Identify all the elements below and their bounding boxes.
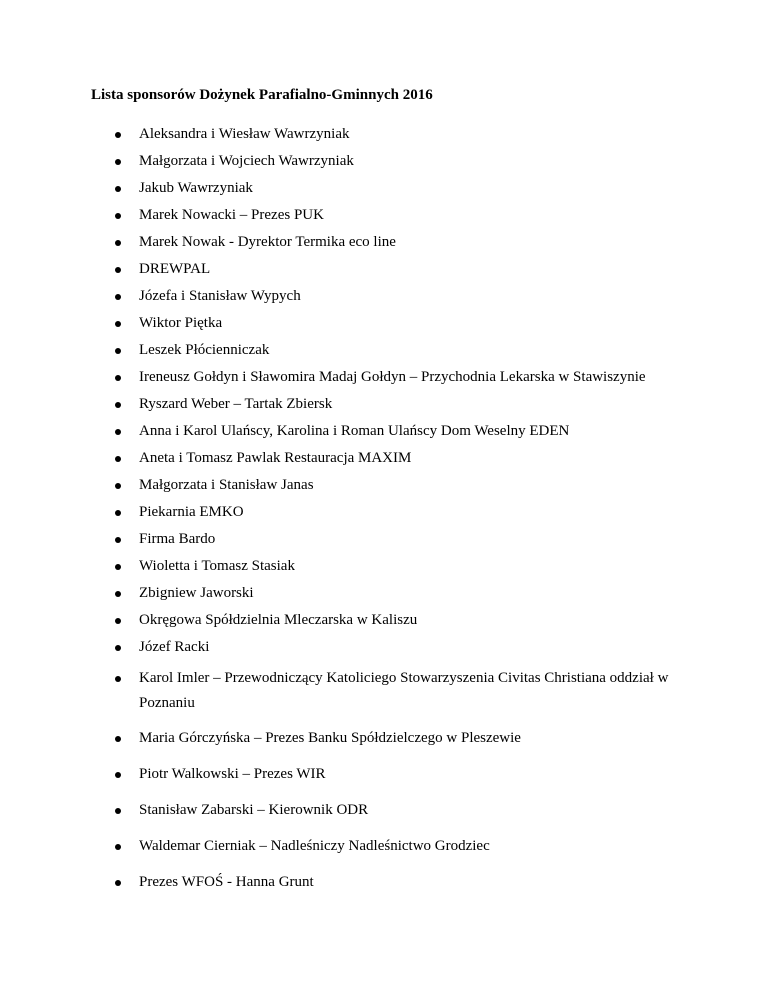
- list-item-text: Anna i Karol Ulańscy, Karolina i Roman Ulańscy Dom Weselny EDEN: [139, 423, 570, 439]
- list-item-text: Stanisław Zabarski – Kierownik ODR: [139, 802, 369, 818]
- bullet-icon: [115, 186, 121, 192]
- list-item-text: Małgorzata i Wojciech Wawrzyniak: [139, 153, 354, 169]
- list-item-text: Prezes WFOŚ - Hanna Grunt: [139, 874, 314, 890]
- list-item-text: Jakub Wawrzyniak: [139, 180, 253, 196]
- list-item-text: DREWPAL: [139, 261, 211, 277]
- bullet-icon: [115, 772, 121, 778]
- bullet-icon: [115, 591, 121, 597]
- list-item-text: Wiktor Piętka: [139, 315, 223, 331]
- list-item-text: Piekarnia EMKO: [139, 504, 244, 520]
- bullet-icon: [115, 213, 121, 219]
- bullet-icon: [115, 321, 121, 327]
- bullet-icon: [115, 294, 121, 300]
- bullet-icon: [115, 880, 121, 886]
- list-item-text: Aleksandra i Wiesław Wawrzyniak: [139, 126, 350, 142]
- list-item-text: Małgorzata i Stanisław Janas: [139, 477, 314, 493]
- bullet-icon: [115, 240, 121, 246]
- bullet-icon: [115, 618, 121, 624]
- bullet-icon: [115, 429, 121, 435]
- list-item-text: Karol Imler – Przewodniczący Katoliciego Stowarzyszenia Civitas Christiana oddział w Poznaniu: [139, 670, 669, 711]
- list-item-text: Józefa i Stanisław Wypych: [139, 288, 301, 304]
- bullet-icon: [115, 483, 121, 489]
- list-item-text: Piotr Walkowski – Prezes WIR: [139, 766, 326, 782]
- list-item-text: Firma Bardo: [139, 531, 216, 547]
- list-item-text: Zbigniew Jaworski: [139, 585, 254, 601]
- bullet-icon: [115, 564, 121, 570]
- bullet-icon: [115, 844, 121, 850]
- bullet-icon: [115, 159, 121, 165]
- list-item-text: Leszek Płócienniczak: [139, 342, 270, 358]
- bullet-icon: [115, 348, 121, 354]
- list-item-text: Ireneusz Gołdyn i Sławomira Madaj Gołdyn – Przychodnia Lekarska w Stawiszynie: [139, 369, 646, 385]
- list-item-text: Waldemar Cierniak – Nadleśniczy Nadleśnictwo Grodziec: [139, 838, 490, 854]
- bullet-icon: [115, 402, 121, 408]
- list-item-text: Marek Nowak - Dyrektor Termika eco line: [139, 234, 396, 250]
- bullet-icon: [115, 132, 121, 138]
- list-item-text: Aneta i Tomasz Pawlak Restauracja MAXIM: [139, 450, 412, 466]
- list-item-text: Okręgowa Spółdzielnia Mleczarska w Kaliszu: [139, 612, 418, 628]
- list-item-text: Józef Racki: [139, 639, 210, 655]
- bullet-icon: [115, 537, 121, 543]
- list-item-text: Marek Nowacki – Prezes PUK: [139, 207, 324, 223]
- list-item-text: Maria Górczyńska – Prezes Banku Spółdzielczego w Pleszewie: [139, 730, 521, 746]
- bullet-icon: [115, 510, 121, 516]
- list-item-text: Ryszard Weber – Tartak Zbiersk: [139, 396, 333, 412]
- document-title: Lista sponsorów Dożynek Parafialno-Gminnych 2016: [91, 87, 433, 103]
- bullet-icon: [115, 736, 121, 742]
- bullet-icon: [115, 375, 121, 381]
- bullet-icon: [115, 808, 121, 814]
- bullet-icon: [115, 456, 121, 462]
- bullet-icon: [115, 267, 121, 273]
- list-item-text: Wioletta i Tomasz Stasiak: [139, 558, 295, 574]
- bullet-icon: [115, 645, 121, 651]
- bullet-icon: [115, 676, 121, 682]
